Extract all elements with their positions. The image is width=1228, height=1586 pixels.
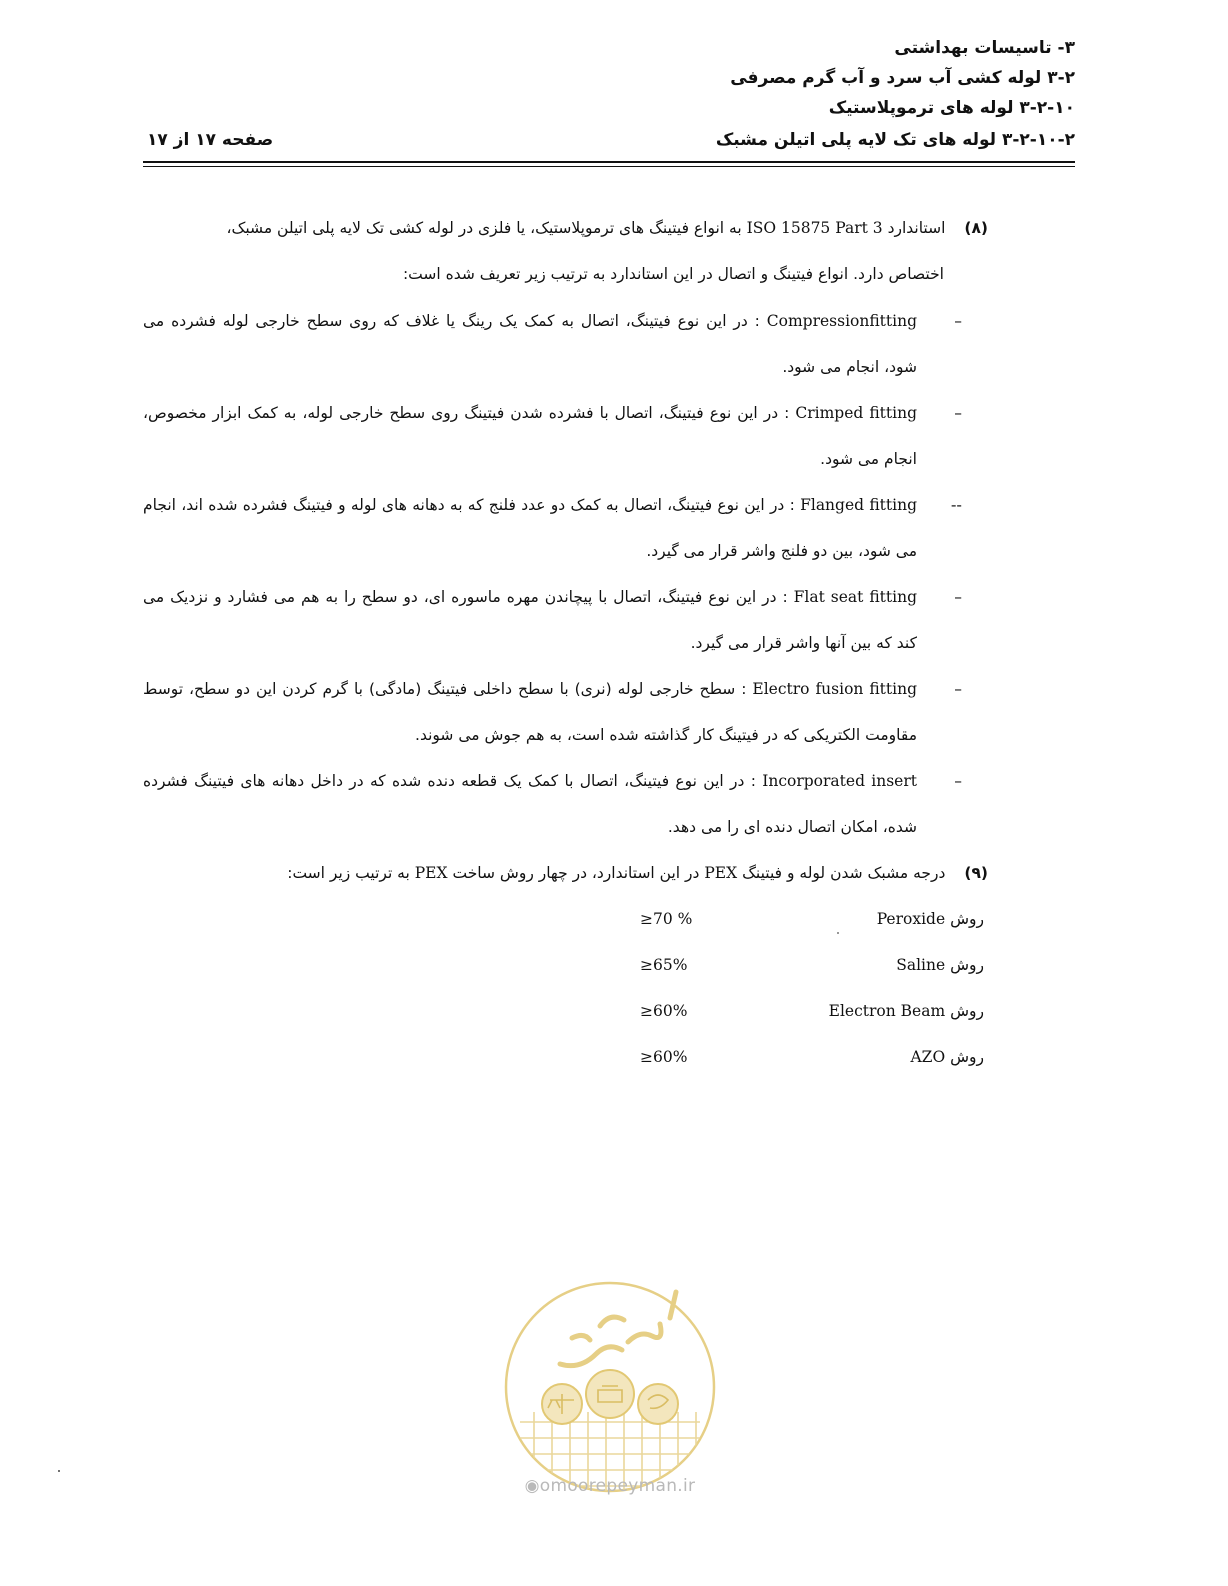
method-prefix: روش	[950, 1048, 984, 1066]
method-name: Electron Beam	[828, 1002, 946, 1020]
page-header	[143, 36, 1075, 156]
fitting-description: : سطح خارجی لوله (نری) با سطح داخلی فیتینگ (مادگی) با گرم کردن این دو سطح، توسط مقاومت الکتریکی که در فیتینگ کار گذاشته شده است، به هم جوش می شوند.	[143, 680, 917, 744]
paragraph-text: درجه مشبک شدن لوله و فیتینگ	[742, 864, 946, 882]
method-row	[600, 1034, 988, 1080]
method-value: ≥60%	[640, 1002, 688, 1020]
list-item	[143, 298, 988, 390]
method-row	[600, 896, 988, 942]
header-topic-title: ۳-۲-۱۰-۲ لوله های تک لایه پلی اتیلن مشبک	[715, 130, 1075, 150]
list-item	[143, 666, 988, 758]
watermark-site	[480, 1476, 740, 1496]
header-rule-thin	[143, 166, 1075, 167]
at-icon: ◉	[524, 1476, 540, 1496]
method-name: AZO	[910, 1048, 946, 1066]
crosslink-methods-list	[600, 896, 988, 1080]
header-subsection-title: ۳-۲ لوله کشی آب سرد و آب گرم مصرفی	[730, 68, 1075, 88]
logo-calligraphy	[560, 1292, 676, 1366]
paragraph-text: در این استاندارد، در چهار روش ساخت	[452, 864, 700, 882]
header-rule-thick	[143, 161, 1075, 163]
fitting-description: : در این نوع فیتینگ، اتصال به کمک یک رینگ یا غلاف که روی سطح خارجی لوله فشرده می شود، انجام می شود.	[143, 312, 917, 376]
fitting-term: Electro fusion fitting	[752, 680, 917, 698]
method-row	[600, 988, 988, 1034]
fitting-term: Incorporated insert	[762, 772, 917, 790]
method-value: ≥65%	[640, 956, 688, 974]
paragraph-text: استاندارد	[887, 219, 946, 237]
list-dash: –	[954, 680, 962, 698]
paragraph-continuation: اختصاص دارد. انواع فیتینگ و اتصال در این استاندارد به ترتیب زیر تعریف شده است:	[402, 265, 944, 283]
method-name: Peroxide	[876, 910, 946, 928]
fitting-term: Crimped fitting	[795, 404, 917, 422]
paragraph-number: (۹)	[964, 864, 988, 882]
header-section-title: ۳- تاسیسات بهداشتی	[894, 38, 1075, 58]
list-dash: –	[954, 312, 962, 330]
fitting-description: : در این نوع فیتینگ، اتصال با پیچاندن مهره ماسوره ای، دو سطح را به هم می فشارد و نزدیک می کند که بین آنها واشر قرار می گیرد.	[143, 588, 917, 652]
fitting-term: Compressionfitting	[766, 312, 917, 330]
list-dash: –	[954, 404, 962, 422]
method-prefix: روش	[950, 956, 984, 974]
list-dash: –	[954, 588, 962, 606]
list-item	[143, 574, 988, 666]
fitting-description: : در این نوع فیتینگ، اتصال با فشرده شدن فیتینگ روی سطح خارجی لوله، به کمک ابزار مخصوص، انجام می شود.	[143, 404, 917, 468]
fitting-term: Flat seat fitting	[793, 588, 917, 606]
paragraph-8	[143, 205, 988, 297]
method-prefix: روش	[950, 910, 984, 928]
list-item	[143, 390, 988, 482]
method-name: Saline	[896, 956, 946, 974]
pex-term: PEX	[414, 864, 448, 882]
method-value: ≥60%	[640, 1048, 688, 1066]
scan-speck	[58, 1470, 60, 1472]
list-dash: --	[950, 496, 962, 514]
watermark-url: omoorepeyman.ir	[539, 1476, 696, 1496]
paragraph-number: (۸)	[964, 219, 988, 237]
method-prefix: روش	[950, 1002, 984, 1020]
method-row	[600, 942, 988, 988]
scan-speck	[837, 932, 839, 934]
page-number: صفحه ۱۷ از ۱۷	[147, 130, 274, 150]
list-item	[143, 758, 988, 850]
method-value: ≥70 %	[640, 910, 693, 928]
paragraph-text: به انواع فیتینگ های ترموپلاستیک، یا فلزی در لوله کشی تک لایه پلی اتیلن مشبک،	[226, 219, 742, 237]
list-item	[143, 482, 988, 574]
list-dash: –	[954, 772, 962, 790]
pex-term: PEX	[704, 864, 738, 882]
watermark-logo	[500, 1272, 720, 1502]
paragraph-text: به ترتیب زیر است:	[287, 864, 410, 882]
fitting-description: : در این نوع فیتینگ، اتصال با کمک یک قطعه دنده شده که در داخل دهانه های فیتینگ فشرده شده، امکان اتصال دنده ای را می دهد.	[143, 772, 917, 836]
paragraph-9	[143, 850, 988, 896]
standard-code: ISO 15875 Part 3	[746, 219, 883, 237]
header-subsubsection-title: ۳-۲-۱۰ لوله های ترموپلاستیک	[828, 98, 1075, 118]
fitting-description: : در این نوع فیتینگ، اتصال به کمک دو عدد فلنج که به دهانه های لوله و فیتینگ فشرده شده اند، انجام می شود، بین دو فلنج واشر قرار می گیرد.	[143, 496, 917, 560]
fitting-term: Flanged fitting	[800, 496, 917, 514]
